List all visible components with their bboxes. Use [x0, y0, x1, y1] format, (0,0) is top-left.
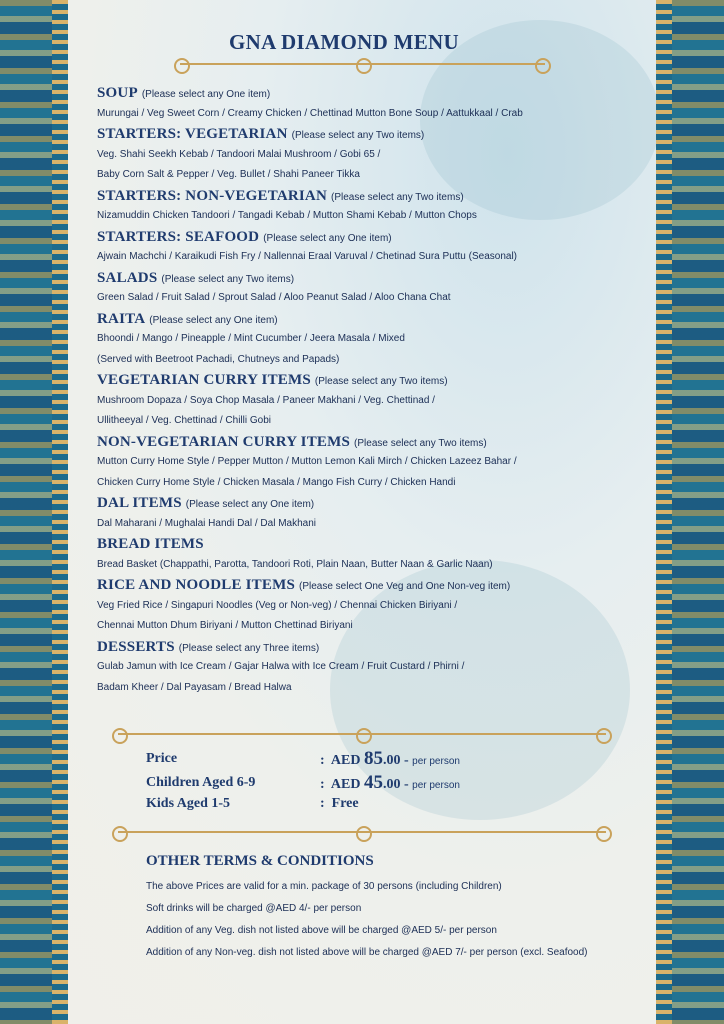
section-item-line: Murungai / Veg Sweet Corn / Creamy Chicken / Chettinad Mutton Bone Soup / Aattukkaal / Crab — [97, 107, 523, 119]
section-title: STARTERS: VEGETARIAN — [97, 126, 288, 142]
section-heading — [97, 310, 278, 328]
section-heading — [97, 228, 392, 246]
section-note: (Please select any One item) — [185, 499, 315, 510]
section-heading — [97, 371, 448, 389]
section-heading — [97, 494, 314, 512]
section-item-line: Badam Kheer / Dal Payasam / Bread Halwa — [97, 681, 292, 693]
section-item-line: Bhoondi / Mango / Pineapple / Mint Cucumber / Jeera Masala / Mixed — [97, 333, 405, 344]
section-item-line: Veg. Shahi Seekh Kebab / Tandoori Malai Mushroom / Gobi 65 / — [97, 148, 381, 160]
section-title: BREAD ITEMS — [97, 536, 204, 552]
section-item-line: Green Salad / Fruit Salad / Sprout Salad / Aloo Peanut Salad / Aloo Chana Chat — [97, 292, 451, 303]
section-item-line: Baby Corn Salt & Pepper / Veg. Bullet / Shahi Paneer Tikka — [97, 169, 360, 180]
section-note: (Please select any Two items) — [314, 376, 448, 387]
section-title: VEGETARIAN CURRY ITEMS — [97, 372, 311, 388]
terms-line: The above Prices are valid for a min. package of 30 persons (including Children) — [146, 881, 502, 892]
children-price-label: Children Aged 6-9 — [146, 775, 256, 790]
section-heading — [97, 535, 204, 553]
section-item-line: Mushroom Dopaza / Soya Chop Masala / Paneer Makhani / Veg. Chettinad / — [97, 394, 435, 406]
section-title: RICE AND NOODLE ITEMS — [97, 577, 295, 593]
ornamental-border-right — [656, 0, 724, 1024]
section-heading — [97, 269, 294, 287]
children-price-value: : AED 45.00 - per person — [320, 772, 460, 793]
section-item-line: Ullitheeyal / Veg. Chettinad / Chilli Gobi — [97, 415, 271, 426]
menu-title: GNA DIAMOND MENU — [229, 30, 459, 54]
price-flourish-bottom — [118, 831, 606, 833]
section-heading — [97, 638, 319, 656]
section-heading — [97, 125, 424, 143]
section-title: SOUP — [97, 85, 138, 101]
terms-line: Addition of any Veg. dish not listed above will be charged @AED 5/- per person — [146, 925, 497, 936]
ornamental-border-left — [0, 0, 68, 1024]
section-item-line: Gulab Jamun with Ice Cream / Gajar Halwa with Ice Cream / Fruit Custard / Phirni / — [97, 661, 465, 672]
section-title: DESSERTS — [97, 638, 175, 655]
terms-line: Addition of any Non-veg. dish not listed above will be charged @AED 7/- per person (excl. Seafood) — [146, 947, 588, 958]
kids-price-label: Kids Aged 1-5 — [146, 796, 231, 811]
section-item-line: Nizamuddin Chicken Tandoori / Tangadi Kebab / Mutton Shami Kebab / Mutton Chops — [97, 210, 477, 221]
section-item-line: Veg Fried Rice / Singapuri Noodles (Veg or Non-veg) / Chennai Chicken Biriyani / — [97, 599, 458, 611]
section-title: NON-VEGETARIAN CURRY ITEMS — [97, 433, 351, 450]
section-heading — [97, 576, 510, 594]
section-note: (Please select One Veg and One Non-veg item) — [298, 581, 511, 592]
section-title: DAL ITEMS — [97, 495, 182, 511]
section-item-line: Mutton Curry Home Style / Pepper Mutton / Mutton Lemon Kali Mirch / Chicken Lazeez Bahar / — [97, 456, 517, 467]
section-note: (Please select any One item) — [149, 314, 278, 326]
section-item-line: Dal Maharani / Mughalai Handi Dal / Dal Makhani — [97, 517, 316, 529]
section-note: (Please select any Two items) — [331, 191, 464, 203]
section-note: (Please select any Three items) — [178, 642, 320, 654]
section-title: SALADS — [97, 269, 158, 286]
section-title: STARTERS: NON-VEGETARIAN — [97, 187, 327, 204]
section-note: (Please select any One item) — [263, 232, 392, 244]
terms-title: OTHER TERMS & CONDITIONS — [146, 853, 374, 869]
terms-line: Soft drinks will be charged @AED 4/- per person — [146, 903, 362, 914]
section-item-line: (Served with Beetroot Pachadi, Chutneys and Papads) — [97, 353, 340, 365]
section-note: (Please select any One item) — [141, 89, 271, 100]
section-heading — [97, 84, 270, 102]
section-title: RAITA — [97, 310, 146, 327]
section-heading — [97, 433, 487, 451]
section-item-line: Chicken Curry Home Style / Chicken Masala / Mango Fish Curry / Chicken Handi — [97, 476, 456, 488]
kids-price-value: : Free — [320, 796, 359, 811]
section-title: STARTERS: SEAFOOD — [97, 228, 260, 245]
section-note: (Please select any Two items) — [354, 437, 487, 449]
section-note: (Please select any Two items) — [291, 130, 425, 141]
section-item-line: Chennai Mutton Dhum Biriyani / Mutton Chettinad Biriyani — [97, 620, 353, 631]
title-flourish — [180, 63, 545, 65]
section-item-line: Ajwain Machchi / Karaikudi Fish Fry / Nallennai Eraal Varuval / Chetinad Sura Puttu (Seasonal) — [97, 251, 518, 262]
price-value: : AED 85.00 - per person — [320, 748, 460, 769]
section-note: (Please select any Two items) — [161, 273, 295, 285]
price-label: Price — [146, 751, 178, 766]
section-item-line: Bread Basket (Chappathi, Parotta, Tandoori Roti, Plain Naan, Butter Naan & Garlic Naan) — [97, 558, 493, 570]
section-heading — [97, 187, 464, 205]
price-flourish-top — [118, 733, 606, 735]
